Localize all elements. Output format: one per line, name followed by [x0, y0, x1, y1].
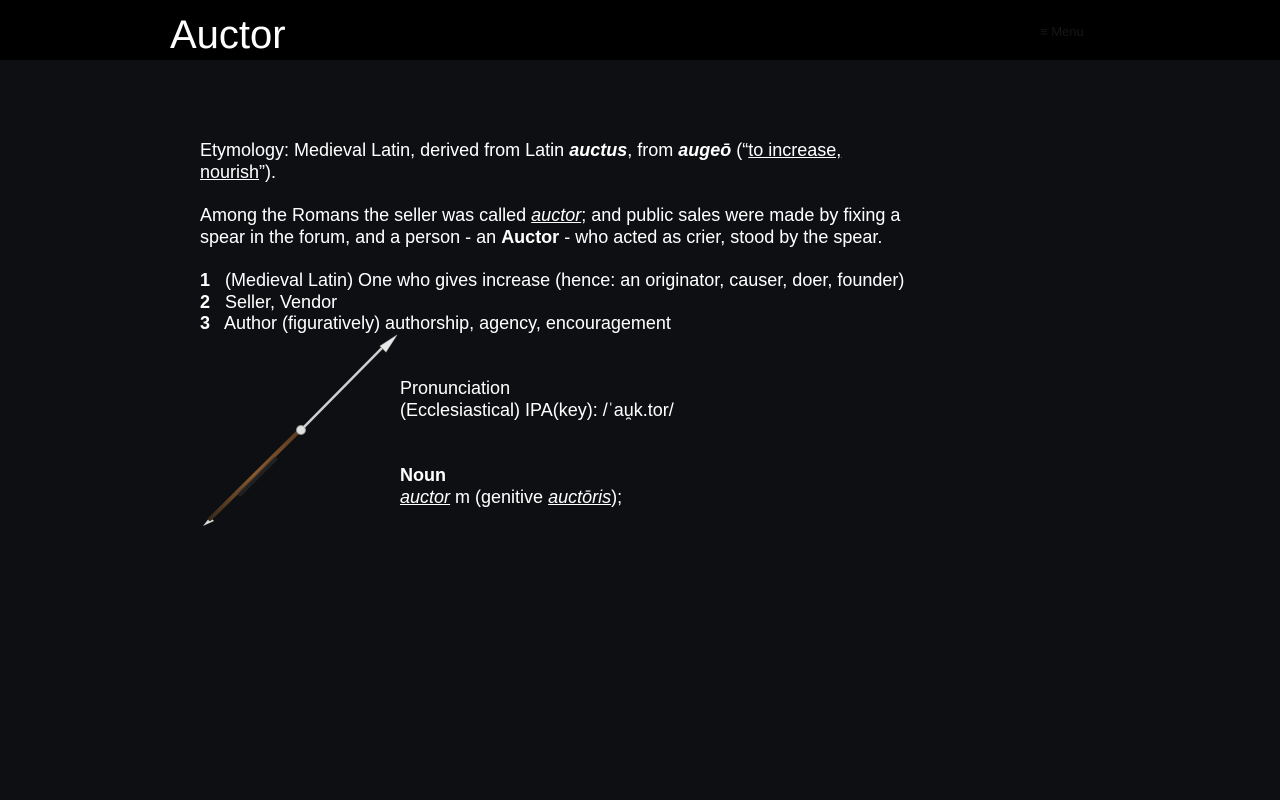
- definition-item: [200, 313, 920, 335]
- etymology-prefix: Etymology: Medieval Latin, derived from Latin: [200, 140, 570, 160]
- spacer: [200, 183, 920, 205]
- definition-number: 2: [200, 291, 211, 312]
- etymology-paragraph: [200, 140, 920, 183]
- definition-number: 1: [200, 270, 211, 290]
- definition-text: Author (figuratively) authorship, agency, encouragement: [224, 313, 671, 333]
- noun-genitive-link[interactable]: [548, 487, 611, 507]
- etymology-close: ”).: [259, 161, 277, 182]
- noun-mid: m (genitive: [450, 487, 549, 507]
- etymology-mid: , from: [627, 140, 679, 160]
- noun-line: [400, 486, 622, 508]
- etymology-link[interactable]: to increase, nourish: [200, 140, 842, 182]
- romans-mid: ; and public sales were made by fixing a spear in the forum, and a person - an: [200, 205, 901, 247]
- romans-prefix: Among the Romans the seller was called: [200, 205, 532, 225]
- definition-text: Seller, Vendor: [225, 291, 338, 312]
- page-title: Auctor: [170, 13, 286, 57]
- noun-word-link[interactable]: [400, 487, 450, 507]
- definition-list: [200, 270, 920, 335]
- noun-heading: Noun: [400, 465, 446, 485]
- menu-button[interactable]: ≡ Menu: [1040, 24, 1084, 39]
- definition-text: (Medieval Latin) One who gives increase (hence: an originator, causer, doer, founder): [225, 270, 905, 290]
- etymology-term-augeo: augeō: [678, 140, 732, 160]
- noun-section: [400, 464, 622, 508]
- pronunciation-heading: Pronunciation: [400, 378, 511, 398]
- auctor-link-text: auctor: [531, 205, 582, 225]
- definition-item: [200, 270, 920, 292]
- main-content: [200, 140, 920, 335]
- romans-paragraph: [200, 205, 920, 248]
- site-header: [0, 0, 1280, 60]
- definition-item: [200, 292, 920, 314]
- romans-bold-auctor: Auctor: [501, 226, 560, 247]
- spear-image: [200, 334, 400, 529]
- spacer: [200, 248, 920, 270]
- etymology-term-auctus: auctus: [569, 140, 628, 160]
- etymology-open-quote: (“: [731, 140, 749, 160]
- noun-word: auctor: [400, 487, 451, 507]
- noun-suffix: );: [611, 487, 623, 507]
- auctor-link[interactable]: [531, 205, 581, 225]
- romans-suffix: - who acted as crier, stood by the spear.: [559, 226, 883, 247]
- noun-genitive: auctōris: [548, 487, 612, 507]
- pronunciation-section: [400, 378, 674, 421]
- pronunciation-ipa: (Ecclesiastical) IPA(key): /ˈau̯k.tor/: [400, 399, 674, 420]
- definition-number: 3: [200, 313, 211, 333]
